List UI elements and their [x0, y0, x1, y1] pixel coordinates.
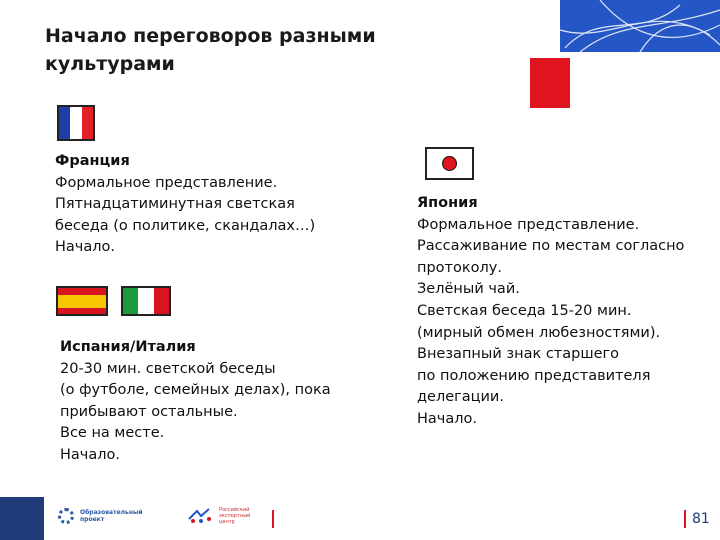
france-line-3: беседа (о политике, скандалах…)	[55, 217, 316, 234]
japan-line-10: Начало.	[417, 410, 477, 427]
japan-line-7: Внезапный знак старшего	[417, 346, 620, 363]
france-line-2: Пятнадцатиминутная светская	[55, 196, 295, 213]
japan-line-8: по положению представителя	[417, 367, 651, 384]
france-line-1: Формальное представление.	[55, 174, 278, 191]
japan-flag-icon	[425, 147, 474, 180]
spain-flag-icon	[56, 286, 108, 316]
japan-line-4: Зелёный чай.	[417, 281, 520, 298]
japan-line-5: Светская беседа 15-20 мин.	[417, 302, 632, 319]
page-number-separator	[684, 510, 686, 528]
spain-italy-line-5: Начало.	[60, 446, 120, 463]
spain-italy-section	[60, 337, 331, 467]
japan-line-2: Рассаживание по местам согласно	[417, 238, 685, 255]
footer-separator	[272, 510, 274, 528]
spain-italy-line-1: 20-30 мин. светской беседы	[60, 360, 276, 377]
france-flag-icon	[57, 105, 95, 141]
footer-logo-education-text: Образовательный проект	[80, 509, 143, 523]
footer-logo-education	[58, 508, 143, 524]
export-center-logo-icon	[187, 507, 215, 525]
globe-emblem-icon	[58, 508, 74, 524]
spain-italy-heading: Испания/Италия	[60, 339, 196, 355]
spain-italy-line-3: прибывают остальные.	[60, 403, 238, 420]
slide-title: Начало переговоров разными культурами	[45, 25, 376, 75]
page-number: 81	[692, 511, 710, 527]
france-line-4: Начало.	[55, 239, 115, 256]
footer-brand-block	[0, 497, 44, 540]
france-heading: Франция	[55, 153, 130, 169]
footer-logo-export	[187, 507, 261, 525]
japan-heading: Япония	[417, 195, 478, 211]
italy-flag-icon	[121, 286, 171, 316]
decorative-graphic	[520, 0, 720, 110]
japan-line-9: делегации.	[417, 389, 504, 406]
japan-sun-circle	[442, 156, 457, 171]
japan-section	[417, 193, 684, 431]
japan-line-6: (мирный обмен любезностями).	[417, 324, 661, 341]
japan-line-3: протоколу.	[417, 259, 502, 276]
japan-line-1: Формальное представление.	[417, 216, 640, 233]
deco-red-square	[530, 58, 570, 108]
deco-blue-block	[560, 0, 720, 52]
footer-logo-export-text: Российский экспортный центр	[219, 507, 251, 525]
spain-italy-line-2: (о футболе, семейных делах), пока	[60, 382, 331, 399]
france-section	[55, 151, 315, 259]
spain-italy-line-4: Все на месте.	[60, 425, 165, 442]
